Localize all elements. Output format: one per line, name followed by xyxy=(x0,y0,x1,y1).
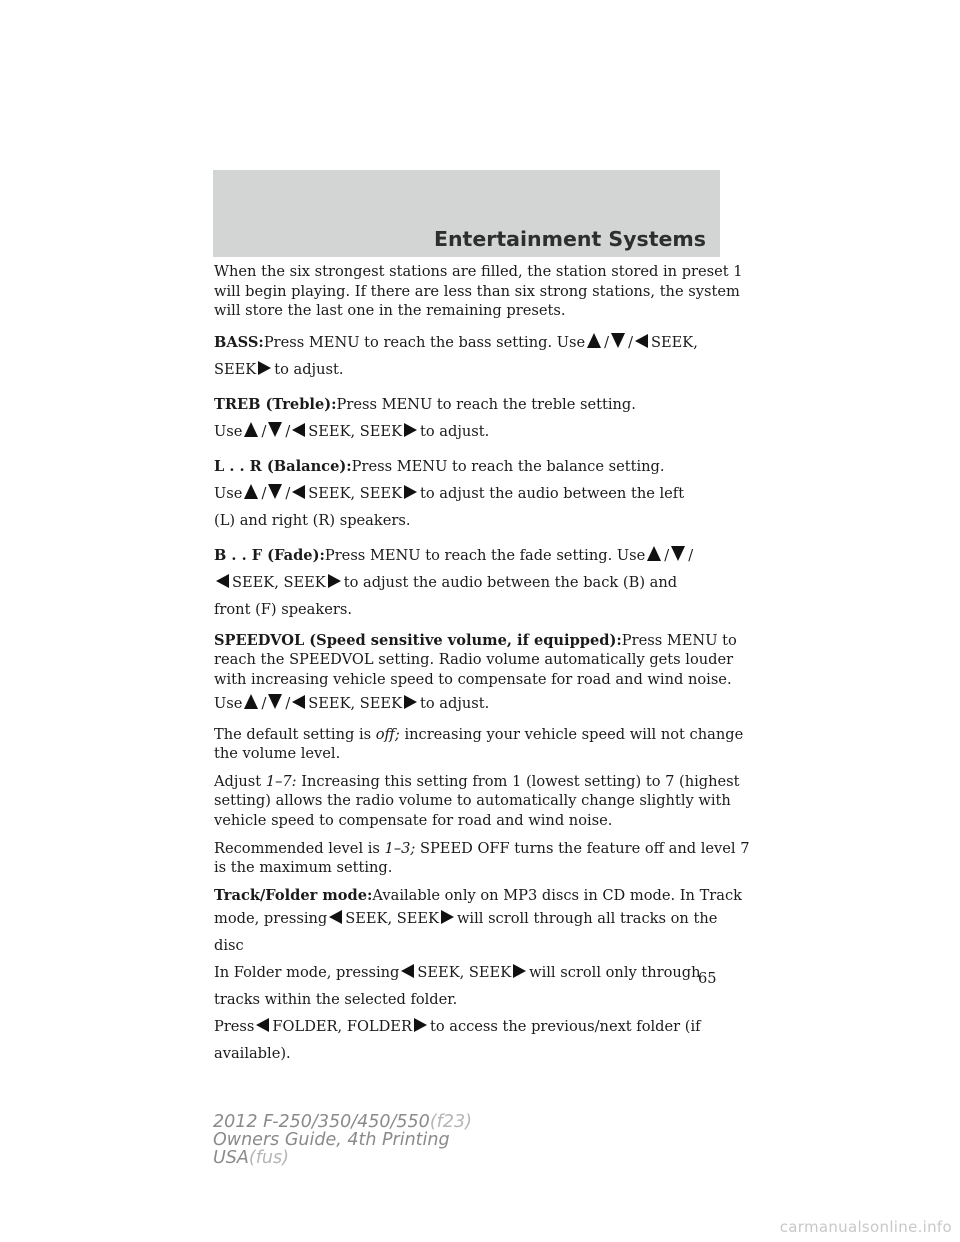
text-span: Press xyxy=(214,1018,255,1036)
paragraph-adjust xyxy=(214,772,740,831)
up-arrow-icon xyxy=(244,422,258,437)
left-arrow-icon xyxy=(292,695,305,709)
paragraph-treble xyxy=(214,391,720,445)
text-span: SEEK, SEEK xyxy=(232,573,326,591)
text-line: will store the last one in the remaining presets. xyxy=(214,302,566,320)
footer-line xyxy=(213,1113,472,1131)
text-span: SEEK, SEEK xyxy=(345,910,439,928)
right-arrow-icon xyxy=(441,910,454,924)
page-number: 65 xyxy=(698,970,717,987)
text-line xyxy=(214,569,720,596)
down-arrow-icon xyxy=(611,333,625,348)
text-span: SEEK, SEEK xyxy=(417,964,512,982)
text-span: Recommended level is xyxy=(214,839,385,857)
text-span: / xyxy=(688,546,694,564)
text-line xyxy=(214,453,720,480)
section-header xyxy=(213,170,720,257)
text-line xyxy=(214,725,744,745)
text-span: / xyxy=(261,422,267,440)
text-line xyxy=(214,1013,720,1040)
bass-label: BASS: xyxy=(214,333,264,351)
treble-label: TREB (Treble): xyxy=(214,395,337,413)
right-arrow-icon xyxy=(513,964,526,978)
text-span: / xyxy=(664,546,670,564)
text-span: SEEK, xyxy=(651,333,698,351)
up-arrow-icon xyxy=(244,694,258,709)
up-arrow-icon xyxy=(244,484,258,499)
text-line: (L) and right (R) speakers. xyxy=(214,511,411,529)
text-line: vehicle speed to compensate for road and wind noise. xyxy=(214,811,613,829)
footer-imprint xyxy=(213,1113,472,1167)
left-arrow-icon xyxy=(329,910,342,924)
text-span: to access the previous/next folder (if xyxy=(429,1018,701,1036)
right-arrow-icon xyxy=(404,485,417,499)
text-span: FOLDER, FOLDER xyxy=(272,1018,412,1036)
text-line xyxy=(214,690,720,717)
text-span: will scroll only through xyxy=(529,964,701,982)
text-line xyxy=(214,356,720,383)
text-span: SEEK, SEEK xyxy=(308,422,402,440)
right-arrow-icon xyxy=(258,361,271,375)
left-arrow-icon xyxy=(401,964,414,978)
text-line xyxy=(214,480,720,507)
text-line: tracks within the selected folder. xyxy=(214,991,458,1009)
left-arrow-icon xyxy=(292,485,305,499)
right-arrow-icon xyxy=(414,1018,427,1032)
paragraph-speedvol xyxy=(214,631,737,717)
text-line xyxy=(214,631,737,651)
text-line xyxy=(214,772,740,792)
left-arrow-icon xyxy=(216,574,229,588)
text-line xyxy=(214,329,720,356)
left-arrow-icon xyxy=(256,1018,269,1032)
down-arrow-icon xyxy=(268,422,282,437)
paragraph-track-mode xyxy=(214,886,743,1068)
text-line: reach the SPEEDVOL setting. Radio volume automatically gets louder xyxy=(214,651,734,669)
text-span: SEEK xyxy=(214,360,257,378)
text-span: In Folder mode, pressing xyxy=(214,964,400,982)
text-span: / xyxy=(285,422,291,440)
text-span: to adjust the audio between the left xyxy=(419,484,685,502)
watermark: carmanualsonline.info xyxy=(779,1218,952,1236)
paragraph-bass xyxy=(214,329,720,383)
text-line: front (F) speakers. xyxy=(214,600,352,618)
footer-model: 2012 F-250/350/450/550 xyxy=(213,1112,430,1132)
text-line xyxy=(214,418,720,445)
text-span: SEEK, SEEK xyxy=(308,484,402,502)
down-arrow-icon xyxy=(268,484,282,499)
text-span: / xyxy=(261,694,267,712)
text-span: Use xyxy=(214,484,243,502)
paragraph-recommended xyxy=(214,839,750,878)
text-span: / xyxy=(261,484,267,502)
left-arrow-icon xyxy=(635,334,648,348)
text-span: off; xyxy=(375,725,400,743)
text-span: Press MENU to reach the bass setting. Use xyxy=(263,333,586,351)
balance-label: L . . R (Balance): xyxy=(214,457,352,475)
footer-region-code: (fus) xyxy=(248,1148,289,1168)
text-line: disc xyxy=(214,937,244,955)
text-span: Use xyxy=(214,694,243,712)
text-span: Use xyxy=(214,422,243,440)
text-line: will begin playing. If there are less than six strong stations, the system xyxy=(214,282,740,300)
text-span: Adjust xyxy=(214,772,266,790)
right-arrow-icon xyxy=(404,423,417,437)
fade-label: B . . F (Fade): xyxy=(214,546,325,564)
text-span: will scroll through all tracks on the xyxy=(456,910,718,928)
text-span: / xyxy=(628,333,633,351)
text-span: to adjust the audio between the back (B) and xyxy=(343,573,678,591)
text-line: setting) allows the radio volume to automatically change slightly with xyxy=(214,792,731,810)
text-span: to adjust. xyxy=(419,694,490,712)
footer-code: (f23) xyxy=(429,1112,472,1132)
up-arrow-icon xyxy=(587,333,601,348)
text-span: / xyxy=(285,694,291,712)
text-line: available). xyxy=(214,1045,291,1063)
right-arrow-icon xyxy=(404,695,417,709)
text-line xyxy=(214,542,720,569)
text-span: 1–7: xyxy=(265,772,297,790)
paragraph-default xyxy=(214,725,744,764)
text-line xyxy=(214,959,720,986)
right-arrow-icon xyxy=(328,574,341,588)
text-span: Press MENU to reach the treble setting. xyxy=(336,395,636,413)
text-line: the volume level. xyxy=(214,745,341,763)
text-span: Press MENU to reach the balance setting. xyxy=(351,457,665,475)
text-span: / xyxy=(285,484,291,502)
up-arrow-icon xyxy=(647,546,661,561)
text-span: SPEED OFF turns the feature off and level 7 xyxy=(415,839,750,857)
text-line xyxy=(214,886,743,906)
footer-region: USA xyxy=(213,1148,249,1168)
manual-body xyxy=(214,262,750,1075)
text-span: to adjust. xyxy=(419,422,490,440)
left-arrow-icon xyxy=(292,423,305,437)
paragraph-balance xyxy=(214,453,720,534)
paragraph-intro xyxy=(214,262,743,321)
text-span: to adjust. xyxy=(274,360,344,378)
speedvol-label: SPEEDVOL (Speed sensitive volume, if equipped): xyxy=(214,631,622,649)
text-span: The default setting is xyxy=(214,725,376,743)
text-line xyxy=(214,391,720,418)
text-line xyxy=(214,839,750,859)
track-folder-label: Track/Folder mode: xyxy=(214,886,373,904)
text-line: with increasing vehicle speed to compensate for road and wind noise. xyxy=(214,670,732,688)
text-span: Press MENU to reach the fade setting. Use xyxy=(324,546,646,564)
footer-guide: Owners Guide, 4th Printing xyxy=(213,1130,450,1150)
paragraph-fade xyxy=(214,542,720,623)
down-arrow-icon xyxy=(268,694,282,709)
text-span: SEEK, SEEK xyxy=(308,694,402,712)
text-span: Increasing this setting from 1 (lowest setting) to 7 (highest xyxy=(296,772,740,790)
text-span: Press MENU to xyxy=(621,631,737,649)
text-span: mode, pressing xyxy=(214,910,328,928)
text-line: is the maximum setting. xyxy=(214,859,393,877)
section-title: Entertainment Systems xyxy=(433,227,706,251)
text-span: Available only on MP3 discs in CD mode. In Track xyxy=(372,886,743,904)
footer-line xyxy=(213,1149,472,1167)
text-line: When the six strongest stations are filled, the station stored in preset 1 xyxy=(214,263,743,280)
text-span: / xyxy=(604,333,610,351)
text-span: 1–3; xyxy=(384,839,416,857)
text-span: increasing your vehicle speed will not change xyxy=(399,725,744,743)
down-arrow-icon xyxy=(671,546,685,561)
text-line xyxy=(214,905,720,932)
